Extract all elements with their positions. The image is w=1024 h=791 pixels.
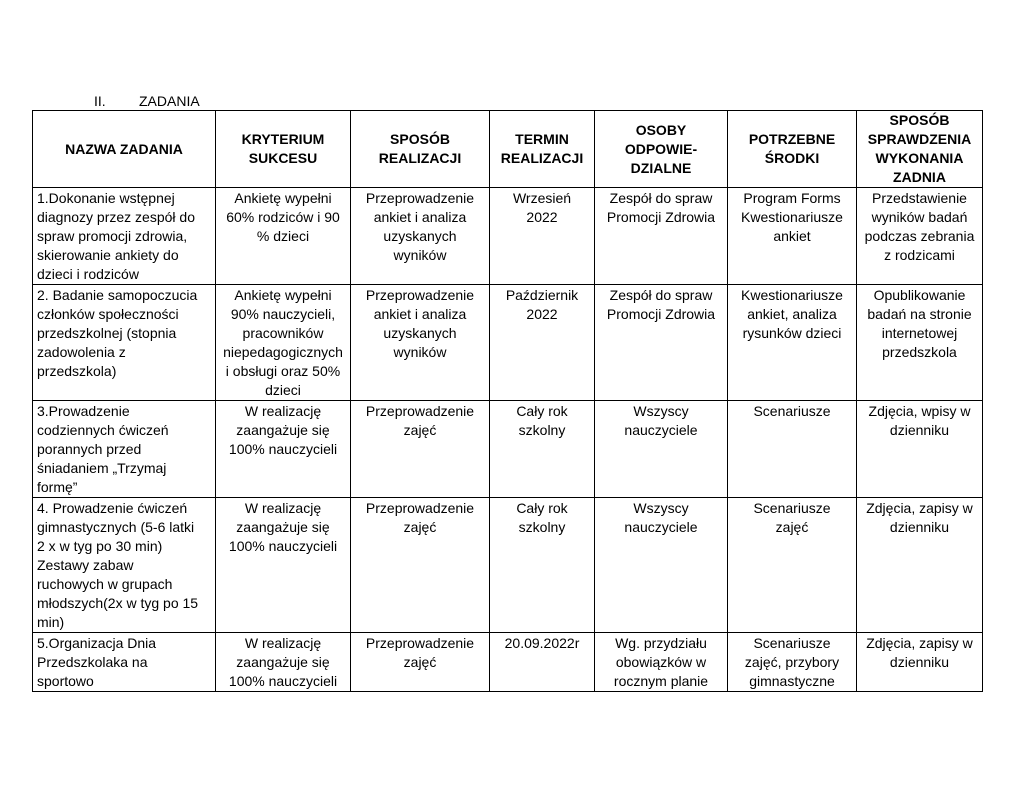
cell-success-criterion: W realizację zaangażuje się 100% nauczycieli (216, 633, 351, 692)
cell-responsible: Wg. przydziału obowiązków w rocznym planie (595, 633, 728, 692)
header-deadline: TERMIN REALIZACJI (490, 111, 595, 188)
table-row (33, 633, 983, 692)
cell-success-criterion: W realizację zaangażuje się 100% nauczycieli (216, 401, 351, 498)
cell-deadline: Cały rok szkolny (490, 498, 595, 633)
cell-verification: Opublikowanie badań na stronie internetowej przedszkola (857, 285, 983, 401)
cell-resources: Scenariusze (728, 401, 857, 498)
cell-verification: Zdjęcia, zapisy w dzienniku (857, 498, 983, 633)
cell-deadline: Cały rok szkolny (490, 401, 595, 498)
cell-task-name: 3.Prowadzenie codziennych ćwiczeń porannych przed śniadaniem „Trzymaj formę” (33, 401, 216, 498)
cell-resources: Kwestionariusze ankiet, analiza rysunków dzieci (728, 285, 857, 401)
cell-method: Przeprowadzenie zajęć (351, 498, 490, 633)
table-row (33, 285, 983, 401)
header-method: SPOSÓB REALIZACJI (351, 111, 490, 188)
cell-responsible: Wszyscy nauczyciele (595, 498, 728, 633)
header-success-criterion: KRYTERIUM SUKCESU (216, 111, 351, 188)
cell-task-name: 2. Badanie samopoczucia członków społeczności przedszkolnej (stopnia zadowolenia z przedszkola) (33, 285, 216, 401)
cell-resources: Scenariusze zajęć (728, 498, 857, 633)
table-row (33, 498, 983, 633)
table-header-row (33, 111, 983, 188)
header-responsible: OSOBY ODPOWIE- DZIALNE (595, 111, 728, 188)
header-resources: POTRZEBNE ŚRODKI (728, 111, 857, 188)
cell-task-name: 4. Prowadzenie ćwiczeń gimnastycznych (5-6 latki 2 x w tyg po 30 min) Zestawy zabaw ruchowych w grupach młodszych(2x w tyg po 15 min) (33, 498, 216, 633)
section-heading (94, 93, 200, 109)
cell-success-criterion: Ankietę wypełni 90% nauczycieli, pracowników niepedagogicznych i obsługi oraz 50% dzieci (216, 285, 351, 401)
table-row (33, 401, 983, 498)
header-verification: SPOSÓB SPRAWDZENIA WYKONANIA ZADNIA (857, 111, 983, 188)
cell-deadline: Wrzesień 2022 (490, 188, 595, 285)
cell-success-criterion: Ankietę wypełni 60% rodziców i 90 % dzieci (216, 188, 351, 285)
cell-method: Przeprowadzenie zajęć (351, 633, 490, 692)
cell-responsible: Zespół do spraw Promocji Zdrowia (595, 188, 728, 285)
cell-responsible: Wszyscy nauczyciele (595, 401, 728, 498)
cell-method: Przeprowadzenie ankiet i analiza uzyskanych wyników (351, 285, 490, 401)
cell-verification: Zdjęcia, zapisy w dzienniku (857, 633, 983, 692)
section-title: ZADANIA (139, 93, 200, 109)
cell-deadline: Październik 2022 (490, 285, 595, 401)
cell-responsible: Zespół do spraw Promocji Zdrowia (595, 285, 728, 401)
cell-resources: Program Forms Kwestionariusze ankiet (728, 188, 857, 285)
header-task-name: NAZWA ZADANIA (33, 111, 216, 188)
cell-success-criterion: W realizację zaangażuje się 100% nauczycieli (216, 498, 351, 633)
cell-method: Przeprowadzenie zajęć (351, 401, 490, 498)
cell-verification: Zdjęcia, wpisy w dzienniku (857, 401, 983, 498)
cell-task-name: 1.Dokonanie wstępnej diagnozy przez zespół do spraw promocji zdrowia, skierowanie ankiety do dzieci i rodziców (33, 188, 216, 285)
cell-resources: Scenariusze zajęć, przybory gimnastyczne (728, 633, 857, 692)
cell-task-name: 5.Organizacja Dnia Przedszkolaka na sportowo (33, 633, 216, 692)
section-number: II. (94, 93, 106, 109)
cell-deadline: 20.09.2022r (490, 633, 595, 692)
tasks-table (32, 110, 983, 692)
table-row (33, 188, 983, 285)
cell-verification: Przedstawienie wyników badań podczas zebrania z rodzicami (857, 188, 983, 285)
cell-method: Przeprowadzenie ankiet i analiza uzyskanych wyników (351, 188, 490, 285)
